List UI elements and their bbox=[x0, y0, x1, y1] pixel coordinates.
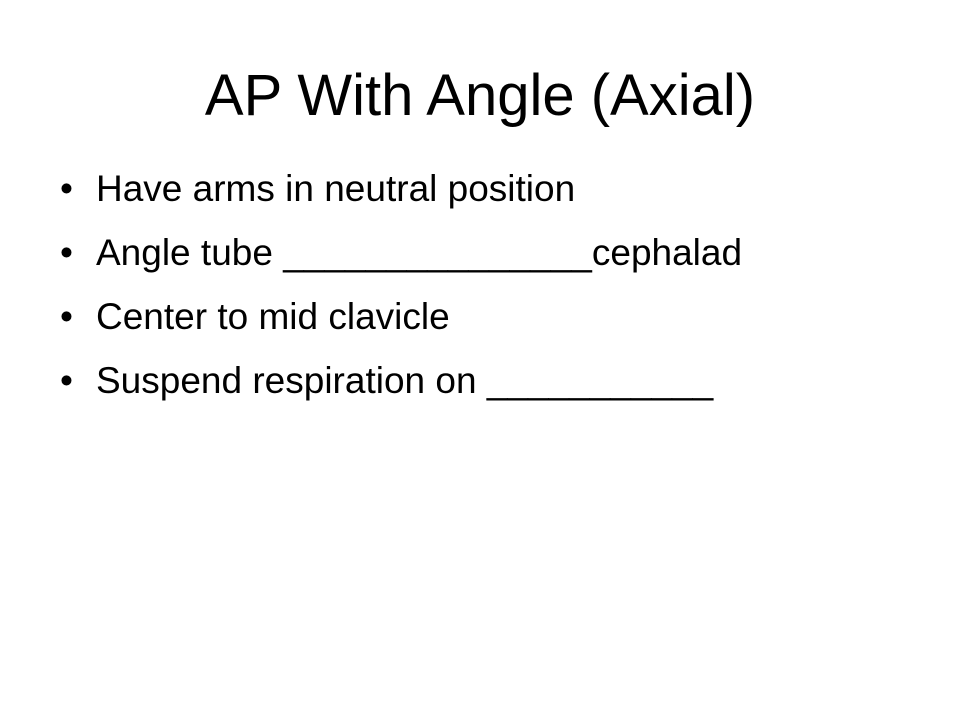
list-item bbox=[60, 360, 920, 402]
slide-title: AP With Angle (Axial) bbox=[204, 63, 756, 128]
list-item bbox=[60, 296, 920, 338]
bullet-icon: • bbox=[60, 296, 73, 337]
bullet-icon: • bbox=[60, 232, 73, 273]
bullet-text: Suspend respiration on ___________ bbox=[96, 360, 714, 401]
bullet-text: Have arms in neutral position bbox=[96, 168, 576, 209]
bullet-icon: • bbox=[60, 360, 73, 401]
list-item bbox=[60, 168, 920, 210]
bullet-icon: • bbox=[60, 168, 73, 209]
bullet-list bbox=[60, 168, 920, 424]
bullet-text: Angle tube _______________cephalad bbox=[96, 232, 743, 273]
list-item bbox=[60, 232, 920, 274]
bullet-text: Center to mid clavicle bbox=[96, 296, 450, 337]
